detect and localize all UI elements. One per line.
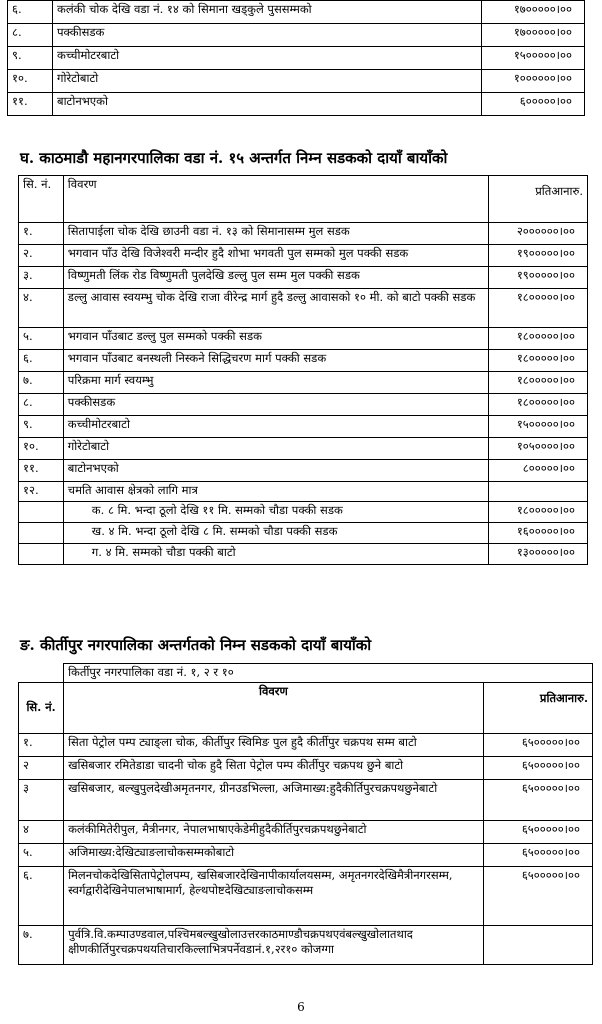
section-nga-table (18, 663, 593, 965)
table-row (19, 438, 588, 460)
row-description: गोरेटोबाटो (63, 438, 489, 460)
row-serial (19, 544, 64, 565)
row-description: मिलनचोकदेखिसितापेट्रोलपम्प, खसिबजारदेखिनापीकार्यालयसम्म, अमृतनगरदेखिमैत्रीनगरसम्म, स्वर्गद्वारीदेखिनेपालभाषामार्ग, हेल्थपोष्टदेखिट्याङलाचोकसम्म (64, 866, 484, 925)
row-description: कलंकीमितेरीपुल, मैत्रीनगर, नेपालभाषाएकेडेमीहुदैकीर्तिपुरचक्रपथछुनेबाटो (64, 820, 484, 843)
row-serial: ७. (19, 372, 64, 394)
row-amount: ६५०००००।०० (483, 866, 592, 925)
section-gha-table (18, 175, 588, 565)
ward-note: किर्तीपुर नगरपालिका वडा नं. १, २ र १० (64, 664, 593, 683)
row-amount: ६५०००००।०० (483, 756, 592, 779)
row-amount: १७०००००।०० (482, 1, 585, 24)
table-row (19, 482, 588, 502)
row-amount: २००००००।०० (489, 223, 588, 245)
row-amount: ६५०००००।०० (483, 779, 592, 820)
row-description: बाटोनभएको (53, 93, 482, 116)
table-row (8, 24, 585, 47)
table-row (19, 416, 588, 438)
row-amount: ६५०००००।०० (483, 733, 592, 756)
row-amount: १८०००००।०० (489, 372, 588, 394)
row-serial: ६. (19, 350, 64, 372)
header-sn: सि. नं. (19, 176, 64, 223)
table-subrow (19, 523, 588, 544)
row-description: विष्णुमती लिंक रोड विष्णुमती पुलदेखि डल्लु पुल सम्म मुल पक्की सडक (63, 267, 489, 289)
row-serial: ७. (19, 925, 64, 964)
table-row (19, 223, 588, 245)
table-row (19, 267, 588, 289)
row-amount: १५०००००।०० (482, 47, 585, 70)
row-serial (19, 502, 64, 523)
row-amount: ६०००००।०० (482, 93, 585, 116)
table-row (19, 328, 588, 350)
row-amount (489, 482, 588, 502)
row-serial: १. (19, 733, 64, 756)
row-amount: १००००००।०० (482, 70, 585, 93)
table-row (19, 925, 593, 964)
row-amount: ६५०००००।०० (483, 843, 592, 866)
row-description: कच्चीमोटरबाटो (63, 416, 489, 438)
row-description: कलंकी चोक देखि वडा नं. १४ को सिमाना खड्कुले पुससम्मको (53, 1, 482, 24)
row-amount: १८०००००।०० (489, 289, 588, 328)
row-amount: १९०००००।०० (489, 245, 588, 267)
row-description: पुर्वत्रि.वि.कम्पाउण्डवाल,पश्चिमबल्खुखोलाउत्तरकाठमाण्डौचक्रपथएवंबल्खुखोलातथाद क्षीणकीर्तिपुरचक्रपथयतिचारकिल्लाभित्रपर्नेवडानं.१,२र१० कोजग्गा (64, 925, 484, 964)
table-header-row (19, 682, 593, 733)
table-header-row (19, 176, 588, 223)
row-amount: १०५००००।०० (489, 438, 588, 460)
header-desc: विवरण (63, 176, 489, 223)
table-row (19, 779, 593, 820)
row-description: बाटोनभएको (63, 460, 489, 482)
row-serial: ४ (19, 820, 64, 843)
row-serial: ६. (19, 866, 64, 925)
continuation-table (7, 0, 585, 116)
table-row (19, 245, 588, 267)
header-sn: सि. नं. (19, 682, 64, 733)
row-description: परिक्रमा मार्ग स्वयम्भु (63, 372, 489, 394)
row-description: भगवान पाँउबाट बनस्थली निस्कने सिद्धिचरण मार्ग पक्की सडक (63, 350, 489, 372)
row-description: भगवान पाँउ देखि विजेश्वरी मन्दीर हुदै शोभा भगवती पुल सम्मको मुल पक्की सडक (63, 245, 489, 267)
row-serial: ५. (19, 843, 64, 866)
table-subrow (19, 502, 588, 523)
row-amount: १८०००००।०० (489, 394, 588, 416)
table-row (19, 820, 593, 843)
table-row (19, 460, 588, 482)
row-description: खसिबजार, बल्खुपुलदेखीअमृतनगर, ग्रीनउडभिल्ला, अजिमाख्य:हुदैकीर्तिपुरचक्रपथछुनेबाटो (64, 779, 484, 820)
row-serial: १०. (19, 438, 64, 460)
row-description: अजिमाख्य:देखिट्याङलाचोकसम्मकोबाटो (64, 843, 484, 866)
row-amount: १९०००००।०० (489, 267, 588, 289)
row-amount: १८०००००।०० (489, 350, 588, 372)
row-description: खसिबजार रमितेडाडा चादनी चोक हुदै सिता पेट्रोल पम्प कीर्तीपुर चक्रपथ छुने बाटो (64, 756, 484, 779)
row-description: क. ८ मि. भन्दा ठूलो देखि ११ मि. सम्मको चौडा पक्की सडक (63, 502, 489, 523)
row-amount: १७०००००।०० (482, 24, 585, 47)
row-description: भगवान पाँउबाट डल्लु पुल सम्मको पक्की सडक (63, 328, 489, 350)
row-description: सिता पेट्रोल पम्प ट्याङ्ला चोक, कीर्तीपुर स्विमिङ पुल हुदै कीर्तीपुर चक्रपथ सम्म बाटो (64, 733, 484, 756)
row-description: सितापाईला चोक देखि छाउनी वडा नं. १३ को सिमानासम्म मुल सडक (63, 223, 489, 245)
row-description: ख. ४ मि. भन्दा ठूलो देखि ८ मि. सम्मको चौडा पक्की सडक (63, 523, 489, 544)
header-amount: प्रतिआनारु. (483, 682, 592, 733)
row-description: चमति आवास क्षेत्रको लागि मात्र (63, 482, 489, 502)
row-serial: ९. (19, 416, 64, 438)
table-row (19, 866, 593, 925)
table-row (19, 756, 593, 779)
row-amount: १६०००००।०० (489, 523, 588, 544)
ward-note-row (19, 664, 593, 683)
row-serial: ५. (19, 328, 64, 350)
row-serial: ११. (19, 460, 64, 482)
row-amount: १३०००००।०० (489, 544, 588, 565)
row-serial: २. (19, 245, 64, 267)
table-row (19, 733, 593, 756)
row-serial: ९. (8, 47, 53, 70)
row-serial: ११. (8, 93, 53, 116)
row-description: गोरेटोबाटो (53, 70, 482, 93)
table-row (19, 372, 588, 394)
row-serial: ८. (8, 24, 53, 47)
table-row (8, 70, 585, 93)
table-row (8, 47, 585, 70)
row-description: कच्चीमोटरबाटो (53, 47, 482, 70)
row-amount: १८०००००।०० (489, 328, 588, 350)
row-description: पक्कीसडक (63, 394, 489, 416)
row-amount: ८०००००।०० (489, 460, 588, 482)
row-serial: ६. (8, 1, 53, 24)
row-description: डल्लु आवास स्वयम्भु चोक देखि राजा वीरेन्द्र मार्ग हुदै डल्लु आवासको १० मी. को बाटो पक्की सडक (63, 289, 489, 328)
table-row (8, 93, 585, 116)
section-nga-heading: ङ. कीर्तीपुर नगरपालिका अन्तर्गतको निम्न सडकको दायाँ बायाँको (20, 636, 372, 654)
row-description: ग. ४ मि. सम्मको चौडा पक्की बाटो (63, 544, 489, 565)
table-row (19, 289, 588, 328)
row-serial: १२. (19, 482, 64, 502)
row-serial: १०. (8, 70, 53, 93)
page-number: 6 (297, 1000, 305, 1014)
section-gha-heading: घ. काठमाडौ महानगरपालिका वडा नं. १५ अन्तर्गत निम्न सडकको दायाँ बायाँको (20, 149, 448, 167)
row-serial: १. (19, 223, 64, 245)
table-subrow (19, 544, 588, 565)
row-amount: १५०००००।०० (489, 416, 588, 438)
row-serial: २ (19, 756, 64, 779)
row-amount: १८०००००।०० (489, 502, 588, 523)
table-row (19, 394, 588, 416)
table-row (19, 350, 588, 372)
row-serial: ३. (19, 267, 64, 289)
row-description: पक्कीसडक (53, 24, 482, 47)
table-row (8, 1, 585, 24)
header-amount: प्रतिआनारु. (489, 176, 588, 223)
row-amount (483, 925, 592, 964)
row-serial (19, 523, 64, 544)
header-desc: विवरण (64, 682, 484, 733)
row-serial: ४. (19, 289, 64, 328)
row-serial: ८. (19, 394, 64, 416)
row-serial: ३ (19, 779, 64, 820)
table-row (19, 843, 593, 866)
row-amount: ६५०००००।०० (483, 820, 592, 843)
